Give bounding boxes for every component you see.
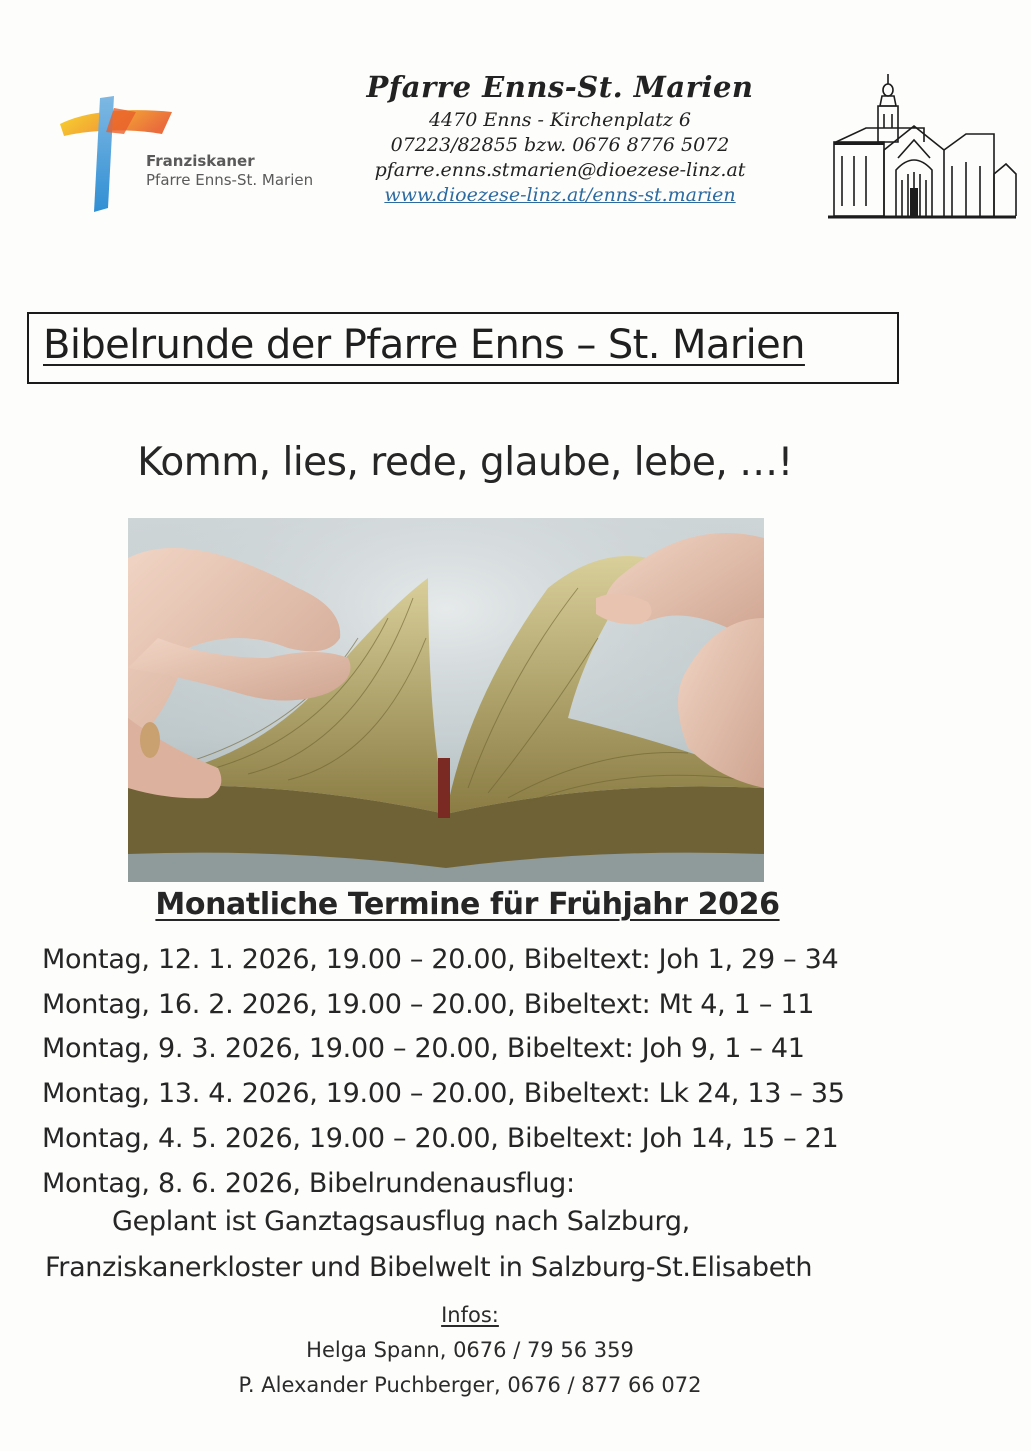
parish-email: pfarre.enns.stmarien@dioezese-linz.at <box>374 159 746 181</box>
schedule-row: Montag, 8. 6. 2026, Bibelrundenausflug: <box>42 1167 575 1199</box>
parish-website-link[interactable]: www.dioezese-linz.at/enns-st.marien <box>384 184 736 206</box>
infos-label: Infos: <box>441 1303 499 1327</box>
page-title: Bibelrunde der Pfarre Enns – St. Marien <box>43 322 805 368</box>
schedule-row: Montag, 13. 4. 2026, 19.00 – 20.00, Bibeltext: Lk 24, 13 – 35 <box>42 1078 845 1110</box>
church-drawing-icon <box>826 70 1018 225</box>
title-box <box>27 312 899 384</box>
parish-name: Pfarre Enns-St. Marien <box>366 70 754 104</box>
schedule-row: Montag, 4. 5. 2026, 19.00 – 20.00, Bibeltext: Joh 14, 15 – 21 <box>42 1122 839 1154</box>
contact-alexander-puchberger: P. Alexander Puchberger, 0676 / 877 66 072 <box>238 1373 702 1397</box>
parish-address-block <box>300 70 820 208</box>
parish-phone: 07223/82855 bzw. 0676 8776 5072 <box>390 134 730 156</box>
logo-line-franziskaner: Franziskaner <box>146 152 255 170</box>
outing-plan-line-2: Franziskanerkloster und Bibelwelt in Salzburg-St.Elisabeth <box>45 1252 813 1283</box>
open-book-illustration <box>128 518 764 882</box>
open-book-hands-photo <box>128 518 764 882</box>
franziskaner-logo <box>58 90 328 220</box>
tagline: Komm, lies, rede, glaube, lebe, …! <box>137 440 793 485</box>
contact-helga-spann: Helga Spann, 0676 / 79 56 359 <box>306 1338 634 1362</box>
schedule-row: Montag, 9. 3. 2026, 19.00 – 20.00, Bibeltext: Joh 9, 1 – 41 <box>42 1033 805 1065</box>
parish-address: 4470 Enns - Kirchenplatz 6 <box>428 109 692 131</box>
outing-plan-line-1: Geplant ist Ganztagsausflug nach Salzburg, <box>112 1206 690 1237</box>
logo-line-parish: Pfarre Enns-St. Marien <box>146 171 314 189</box>
schedule-heading: Monatliche Termine für Frühjahr 2026 <box>155 887 780 922</box>
schedule-row: Montag, 12. 1. 2026, 19.00 – 20.00, Bibeltext: Joh 1, 29 – 34 <box>42 944 839 975</box>
schedule-row: Montag, 16. 2. 2026, 19.00 – 20.00, Bibeltext: Mt 4, 1 – 11 <box>42 988 815 1020</box>
schedule-list <box>42 938 1002 1206</box>
